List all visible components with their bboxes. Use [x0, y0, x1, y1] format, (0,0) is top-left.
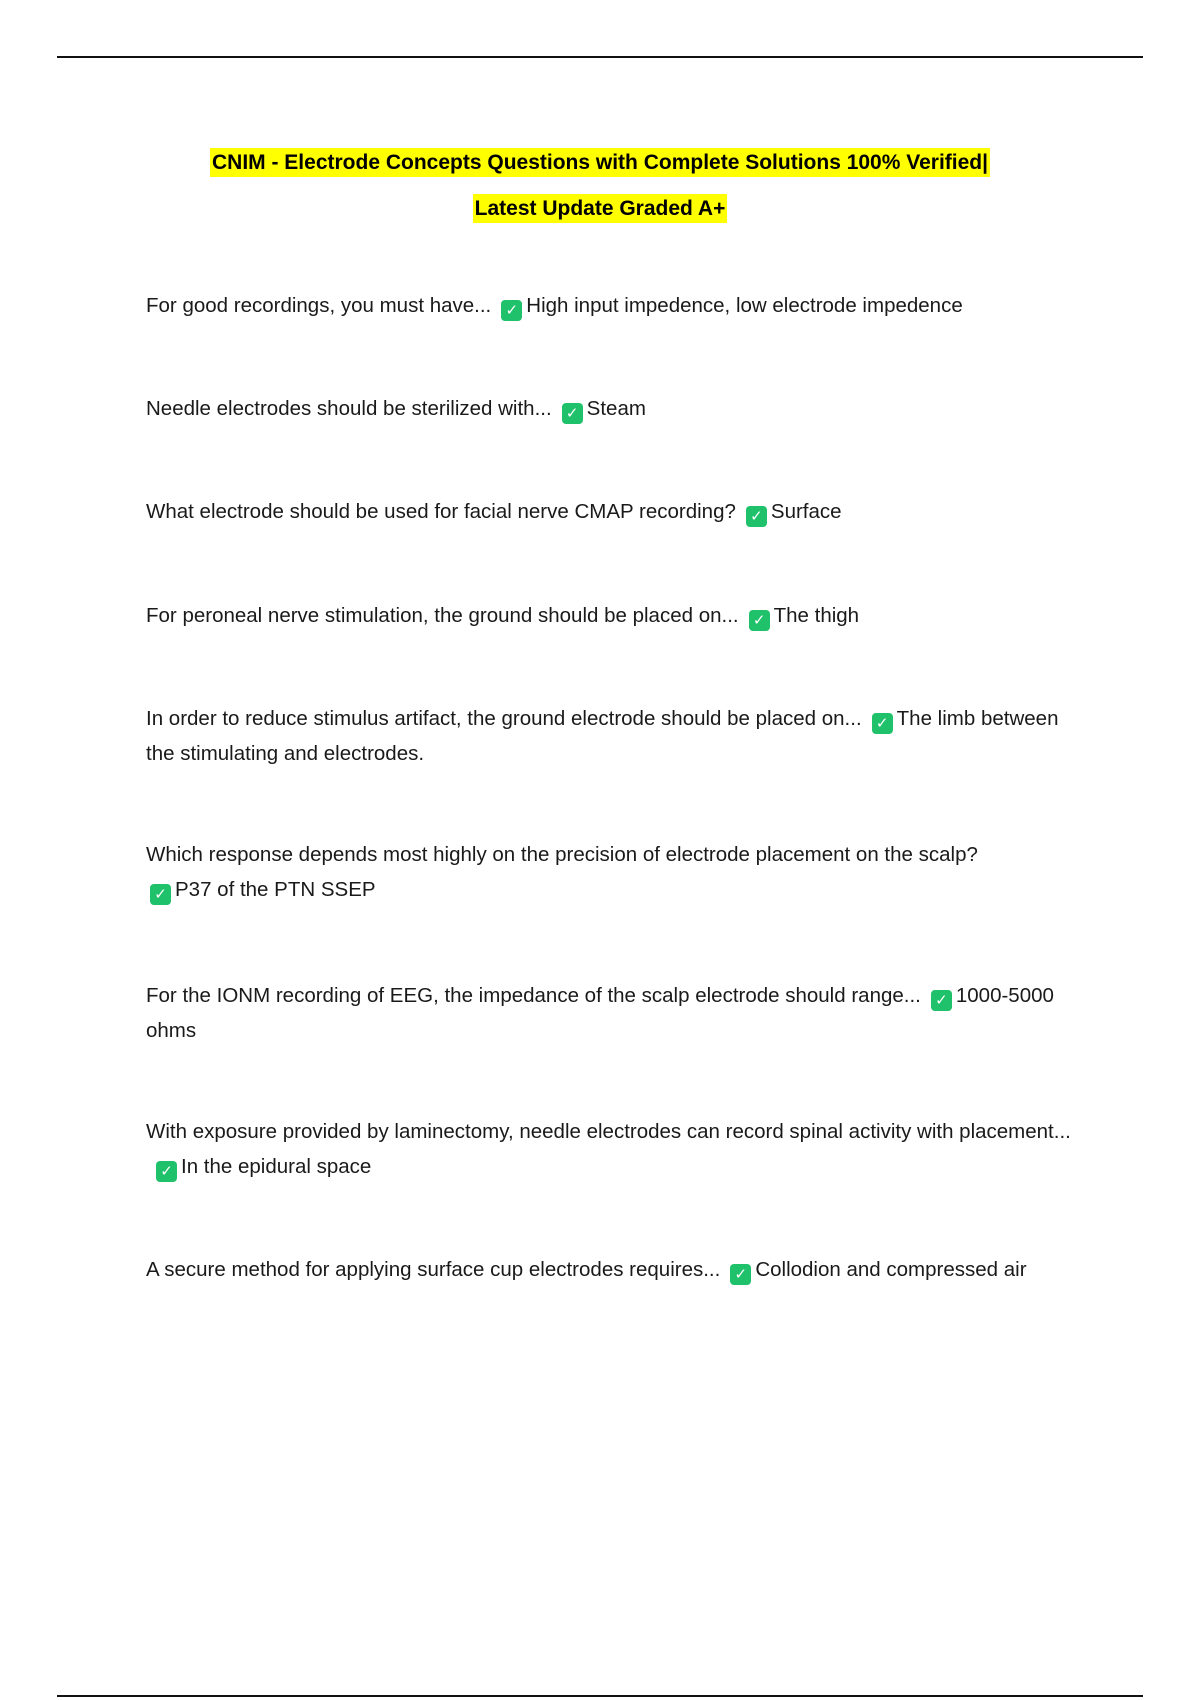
qa-item [146, 837, 1076, 907]
answer-text: Collodion and compressed air [755, 1258, 1027, 1281]
qa-item [146, 494, 1076, 529]
answer-text: Surface [770, 500, 842, 523]
check-icon: ✓ [931, 990, 952, 1011]
footer-rule [57, 1695, 1143, 1697]
check-icon: ✓ [156, 1161, 177, 1182]
check-icon: ✓ [746, 506, 767, 527]
question-text: For good recordings, you must have... [146, 294, 492, 317]
question-text: For peroneal nerve stimulation, the ground should be placed on... [146, 604, 739, 627]
question-text: In order to reduce stimulus artifact, the ground electrode should be placed on... [146, 707, 862, 730]
answer-text: The limb between the stimulating and electrodes. [146, 707, 1059, 765]
title-line-2: Latest Update Graded A+ [473, 194, 728, 223]
qa-item [146, 978, 1076, 1048]
qa-item [146, 288, 1076, 323]
check-icon: ✓ [501, 300, 522, 321]
question-text: Which response depends most highly on the precision of electrode placement on the scalp? [146, 843, 978, 866]
check-icon: ✓ [872, 713, 893, 734]
check-icon: ✓ [150, 884, 171, 905]
check-icon: ✓ [730, 1264, 751, 1285]
answer-text: Steam [586, 397, 646, 420]
answer-text: The thigh [773, 604, 860, 627]
qa-item [146, 1114, 1076, 1184]
title-line-1: CNIM - Electrode Concepts Questions with Complete Solutions 100% Verified| [210, 148, 990, 177]
question-text: A secure method for applying surface cup electrodes requires... [146, 1258, 721, 1281]
answer-text: P37 of the PTN SSEP [175, 878, 376, 901]
qa-item [146, 1252, 1076, 1287]
document-title [0, 140, 1200, 232]
check-icon: ✓ [749, 610, 770, 631]
answer-text: High input impedence, low electrode impedence [526, 294, 963, 317]
question-text: What electrode should be used for facial nerve CMAP recording? [146, 500, 736, 523]
qa-item [146, 701, 1076, 771]
qa-item [146, 391, 1076, 426]
answer-text: In the epidural space [181, 1155, 372, 1178]
qa-item [146, 598, 1076, 633]
header-rule [57, 56, 1143, 58]
answer-text: 1000-5000 ohms [146, 984, 1054, 1042]
check-icon: ✓ [562, 403, 583, 424]
question-text: With exposure provided by laminectomy, needle electrodes can record spinal activity with placement... [146, 1120, 1071, 1143]
question-text: Needle electrodes should be sterilized with... [146, 397, 552, 420]
question-text: For the IONM recording of EEG, the impedance of the scalp electrode should range... [146, 984, 921, 1007]
